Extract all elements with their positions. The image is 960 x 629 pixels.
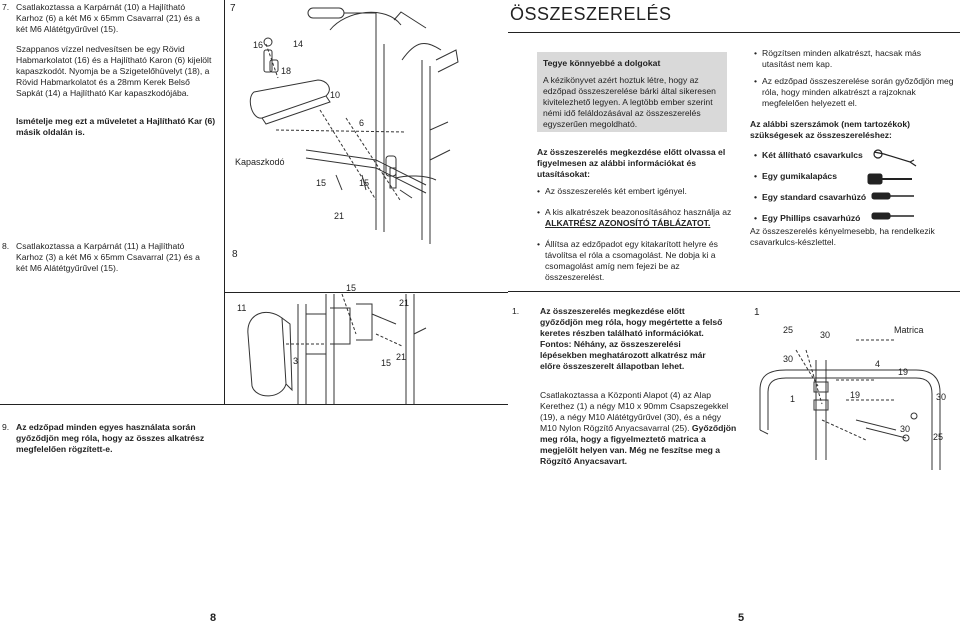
fig7-callout-kapaszkodo: Kapaszkodó — [235, 157, 285, 167]
before-assembly-note: Az összeszerelés megkezdése előtt olvassa el figyelmesen az alábbi információkat és utasításokat: — [537, 147, 726, 179]
step1-divider — [508, 291, 960, 292]
fig8-illustration — [226, 294, 506, 404]
fig7-frame-left — [224, 0, 225, 292]
fig7-callout-15a: 15 — [316, 178, 327, 188]
tool-item-4: • Egy Phillips csavarhúzó — [754, 213, 904, 224]
tool-item-3: • Egy standard csavarhúzó — [754, 192, 904, 203]
tool-item-1: • Két állítható csavarkulcs — [754, 150, 904, 161]
step8-text: Csatlakoztassa a Karpárnát (11) a Hajlítható Karhoz (3) a két M6 x 65mm Csavarral (21) és a két M6 Alátétgyűrűvel (15). — [16, 241, 200, 273]
rubber-mallet-icon — [866, 172, 916, 190]
phillips-screwdriver-icon — [870, 210, 920, 224]
fig1-callout-1: 1 — [790, 394, 796, 404]
step7-number: 7. — [2, 2, 10, 12]
bullet-item-1: • Az összeszerelés két embert igényel. — [537, 186, 737, 197]
step1-text-bold: Győződjön meg róla, hogy a figyelmeztető matrica a megjelölt helyen van. Még ne feszítse meg a Rögzítő Anyacsavart. — [540, 423, 737, 466]
fig1-number: 1 — [754, 307, 760, 318]
fig7-number: 7 — [230, 3, 236, 14]
tools-note: Az összeszerelés kényelmesebb, ha rendelkezik csavarkulcs-készlettel. — [750, 226, 935, 247]
fig7-callout-14: 14 — [293, 39, 304, 49]
fig7-illustration — [226, 0, 506, 290]
fig7-callout-18: 18 — [281, 66, 292, 76]
step1-intro-line-1: Az összeszerelés megkezdése előtt — [540, 306, 685, 316]
left-page-number: 8 — [210, 612, 217, 624]
assembly-bullets — [537, 186, 737, 289]
bullet-item-2-text: A kis alkatrészek beazonosításához használja az — [545, 207, 732, 217]
step7-soap-note: Szappanos vízzel nedvesítsen be egy Rövid Habmarkolatot (16) és a Hajlítható Karon (6) kijelölt kapaszkodót. Nyomja be a Szigetelőhüvelyt (18), a Rövid Habmarkolatot és a 28mm Kerek Belső Sapkát (14) a Hajlítható Kar kapaszkodójába. — [16, 44, 212, 98]
fig1-callout-30a: 30 — [820, 330, 831, 340]
fig8-frame-left — [224, 292, 225, 405]
step7-text: Csatlakoztassa a Karpárnát (10) a Hajlítható Karhoz (6) a két M6 x 65mm Csavarral (21) és a két M6 Alátétgyűrűvel (15). — [16, 2, 200, 34]
fig1-callout-30d: 30 — [900, 424, 911, 434]
step9-text: Az edzőpad minden egyes használata során győződjön meg róla, hogy az összes alkatrész megfelelően rögzített-e. — [16, 422, 205, 454]
step1-intro — [540, 306, 740, 372]
right-bullet-1: • Rögzítsen minden alkatrészt, hacsak más utasítást nem kap. — [754, 48, 954, 70]
step1-intro-line-3: keretes részben található információkat. — [540, 328, 704, 338]
tip-box-heading: Tegye könnyebbé a dolgokat — [543, 58, 661, 68]
step1-intro-line-5: lépésekben meghatározott alkatrész már — [540, 350, 706, 360]
step9-divider — [0, 404, 508, 405]
right-bullet-2: • Az edzőpad összeszerelése során győződjön meg róla, hogy minden alkatrészt a rajzoknak megfelelően helyezett el. — [754, 76, 954, 109]
fig8-callout-21b: 21 — [396, 352, 407, 362]
standard-screwdriver-icon — [870, 190, 920, 204]
right-bullets — [754, 48, 954, 115]
right-page-number: 5 — [738, 612, 745, 624]
fig8-callout-11: 11 — [237, 303, 247, 313]
bullet-item-3: • Állítsa az edzőpadot egy kitakarított helyre és távolítsa el róla a csomagolást. Ne dobja ki a csomagolást amíg nem fejezi be az összeszerelést. — [537, 239, 737, 283]
step9-number: 9. — [2, 422, 10, 432]
tip-box — [537, 52, 727, 132]
fig1-callout-19b: 19 — [850, 390, 861, 400]
title-underline — [508, 32, 960, 33]
step1-intro-line-4: Fontos: Néhány, az összeszerelési — [540, 339, 681, 349]
fig1-callout-matrica: Matrica — [894, 325, 924, 335]
fig1-callout-30b: 30 — [783, 354, 794, 364]
fig-divider — [224, 292, 508, 293]
step8-number: 8. — [2, 241, 10, 251]
bullet-item-2 — [537, 207, 737, 229]
step7-repeat-note: Ismételje meg ezt a műveletet a Hajlítható Kar (6) másik oldalán is. — [16, 116, 216, 137]
step1-text — [540, 390, 740, 467]
fig7-callout-10: 10 — [330, 90, 341, 100]
fig8-callout-15: 15 — [346, 283, 357, 293]
step1-text-plain: Csatlakoztassa a Központi Alapot (4) az Alap Kerethez (1) a négy M10 x 90mm Csapszegekkel (19), a négy M10 Alátétgyűrűvel (30), és a négy M10 Nylon Rögzítő Anyacsavarral (25). — [540, 390, 729, 433]
fig8-callout-21a: 21 — [399, 298, 410, 308]
fig1-callout-4: 4 — [875, 359, 881, 369]
fig7-callout-16: 16 — [253, 40, 264, 50]
page-title: ÖSSZESZERELÉS — [510, 4, 672, 24]
step1-intro-line-6: előre összeszerelt állapotban lehet. — [540, 361, 685, 371]
fig1-callout-25: 25 — [783, 325, 794, 335]
fig8-number: 8 — [232, 249, 238, 260]
tip-box-text: A kézikönyvet azért hoztuk létre, hogy az edzőpad összeszerelése bárki által sikeresen kivitelezhető legyen. A legtöbb ember szerint némi idő feláldozásával az összeszerelés egyszerűen megoldható. — [543, 75, 716, 129]
fig8-callout-3: 3 — [293, 356, 299, 366]
parts-table-link: ALKATRÉSZ AZONOSÍTÓ TÁBLÁZATOT. — [545, 218, 711, 228]
fig8-callout-15b: 15 — [381, 358, 392, 368]
step1-number: 1. — [512, 306, 520, 316]
fig1-callout-30c: 30 — [936, 392, 947, 402]
tool-item-2: • Egy gumikalapács — [754, 171, 904, 182]
fig1-callout-25b: 25 — [933, 432, 944, 442]
fig1-callout-19a: 19 — [898, 367, 909, 377]
fig7-callout-15b: 15 — [359, 178, 370, 188]
adjustable-wrench-icon — [870, 148, 920, 168]
fig7-callout-6: 6 — [359, 118, 365, 128]
fig7-callout-21: 21 — [334, 211, 345, 221]
fig1-illustration — [756, 320, 956, 480]
step1-intro-line-2: győződjön meg róla, hogy megértette a felső — [540, 317, 723, 327]
tools-heading: Az alábbi szerszámok (nem tartozékok) szükségesek az összeszereléshez: — [750, 119, 910, 140]
